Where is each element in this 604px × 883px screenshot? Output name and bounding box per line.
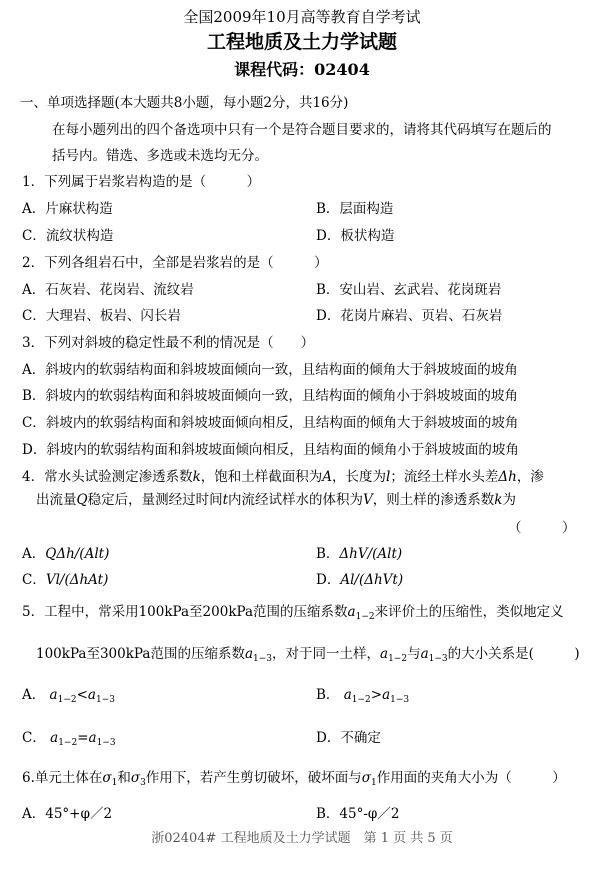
question-4-answer-bracket: （ ） <box>508 520 576 536</box>
q5-subscript: 1−3 <box>390 695 410 705</box>
q5-symbol: a <box>244 646 254 662</box>
q5-subscript: 1−2 <box>57 695 77 705</box>
option-label: A． <box>22 687 46 703</box>
question-3-option-a: A．斜坡内的软弱结构面和斜坡坡面倾向一致，且结构面的倾角大于斜坡坡面的坡角 <box>22 362 518 378</box>
q6-subscript: 1 <box>111 778 118 788</box>
option-label: B． <box>316 687 340 703</box>
question-6-option-b: B．45°-φ／2 <box>316 806 400 822</box>
question-5-stem-line-2 <box>36 645 580 668</box>
formula: Al/(ΔhVt) <box>340 572 404 588</box>
q5-subscript: 1−2 <box>58 738 78 748</box>
question-3-option-d: D．斜坡内的软弱结构面和斜坡坡面倾向相反，且结构面的倾角小于斜坡坡面的坡角 <box>22 442 519 458</box>
question-1-option-a: A．片麻状构造 <box>22 201 113 217</box>
q6-text: 作用面的夹角大小为（ ） <box>376 770 566 786</box>
q5-text: ，对于同一土样， <box>272 646 381 662</box>
q4-var-l: l <box>386 469 391 485</box>
q4-text: ，饱和土样截面积为 <box>200 469 323 485</box>
q5-symbol: a <box>88 730 97 746</box>
formula: ΔhV/(Alt) <box>339 546 403 562</box>
q5-text: 来评价土的压缩性，类似地定义 <box>374 604 564 620</box>
q5-symbol: a <box>343 687 352 703</box>
q4-var-t: t <box>222 492 229 508</box>
q6-subscript: 1 <box>371 778 377 788</box>
q6-symbol: σ <box>102 770 112 786</box>
q5-text: 5．工程中，常采用100kPa至200kPa范围的压缩系数 <box>22 604 348 620</box>
option-label: B． <box>316 546 340 562</box>
question-5-option-a <box>22 686 115 709</box>
option-label: C． <box>22 730 46 746</box>
option-label: C． <box>22 572 46 588</box>
q4-text: 稳定后，量测经过时间 <box>87 492 223 508</box>
q5-symbol: a <box>420 646 429 662</box>
q4-text: ；流经土样水头差 <box>390 469 499 485</box>
question-1-option-d: D．板状构造 <box>316 228 395 244</box>
question-3-stem: 3．下列对斜坡的稳定性最不利的情况是（ ） <box>22 335 315 351</box>
q6-symbol: σ <box>130 770 141 786</box>
q5-subscript: 1−2 <box>355 612 375 622</box>
q4-text: 内流经试样水的体积为 <box>228 492 364 508</box>
q5-text: 与 <box>407 646 421 662</box>
question-4-stem-line-2 <box>36 491 516 509</box>
question-2-option-d: D．花岗片麻岩、页岩、石灰岩 <box>316 308 503 324</box>
q5-subscript: 1−2 <box>351 695 371 705</box>
section-heading: 一、单项选择题(本大题共8小题，每小题2分，共16分) <box>20 95 349 111</box>
q5-symbol: a <box>49 687 58 703</box>
q5-subscript: 1−3 <box>96 738 116 748</box>
question-1-option-b: B．层面构造 <box>316 201 394 217</box>
question-4-stem-line-1 <box>22 468 544 486</box>
question-2-option-a: A．石灰岩、花岗岩、流纹岩 <box>22 282 194 298</box>
question-5-option-c <box>22 729 116 752</box>
q4-text: ，长度为 <box>332 469 387 485</box>
q5-text: 100kPa至300kPa范围的压缩系数 <box>36 646 245 662</box>
q6-symbol: σ <box>361 770 372 786</box>
q4-var-k: k <box>192 469 201 485</box>
q4-var-v: V <box>363 492 373 508</box>
q4-text: ，则土样的渗透系数 <box>372 492 495 508</box>
q4-var-k: k <box>494 492 503 508</box>
q4-text: 出流量 <box>36 492 77 508</box>
paper-title: 工程地质及土力学试题 <box>206 31 397 53</box>
instruction-line-1: 在每小题列出的四个备选项中只有一个是符合题目要求的，请将其代码填写在题后的 <box>52 122 552 138</box>
q5-subscript: 1−3 <box>253 654 273 664</box>
q5-subscript: 1−2 <box>388 654 408 664</box>
q6-text: 6.单元土体在 <box>22 770 103 786</box>
question-3-option-c: C．斜坡内的软弱结构面和斜坡坡面倾向相反，且结构面的倾角大于斜坡坡面的坡角 <box>22 415 519 431</box>
question-4-option-a <box>22 545 109 563</box>
less-than-sign: < <box>76 687 88 703</box>
question-5-option-b <box>316 686 409 709</box>
question-6-stem <box>22 769 566 792</box>
q5-subscript: 1−3 <box>428 654 448 664</box>
question-1-option-c: C．流纹状构造 <box>22 228 114 244</box>
q4-var-a: A <box>322 469 333 485</box>
course-code: 课程代码：02404 <box>234 60 370 79</box>
q5-subscript: 1−3 <box>95 695 115 705</box>
formula: QΔh/(Alt) <box>45 546 110 562</box>
page-footer: 浙02404# 工程地质及土力学试题 第 1 页 共 5 页 <box>151 831 453 846</box>
question-2-stem: 2．下列各组岩石中，全部是岩浆岩的是（ ） <box>22 255 328 271</box>
greater-than-sign: > <box>370 687 383 703</box>
exam-name: 全国2009年10月高等教育自学考试 <box>183 8 421 26</box>
q4-var-q: Q <box>76 492 88 508</box>
question-5-stem-line-1 <box>22 603 564 626</box>
question-5-option-d: D．不确定 <box>316 730 381 746</box>
question-4-option-c <box>22 571 108 589</box>
q5-text: 的大小关系是( ) <box>447 646 580 662</box>
question-4-option-b <box>316 545 402 563</box>
q4-text: 为 <box>502 492 516 508</box>
option-label: D． <box>316 572 341 588</box>
q5-symbol: a <box>382 687 391 703</box>
question-1-stem: 1．下列属于岩浆岩构造的是（ ） <box>22 174 261 190</box>
question-3-option-b: B．斜坡内的软弱结构面和斜坡坡面倾向一致，且结构面的倾角小于斜坡坡面的坡角 <box>22 388 518 404</box>
option-label: A． <box>22 546 46 562</box>
q5-symbol: a <box>50 730 59 746</box>
question-2-option-b: B．安山岩、玄武岩、花岗斑岩 <box>316 282 502 298</box>
q6-text: 作用下，若产生剪切破坏，破坏面与 <box>145 770 362 786</box>
instruction-line-2: 括号内。错选、多选或未选均无分。 <box>52 148 268 164</box>
q5-symbol: a <box>87 687 96 703</box>
q4-text: 4．常水头试验测定渗透系数 <box>22 469 193 485</box>
q6-text: 和 <box>117 770 131 786</box>
q6-subscript: 3 <box>140 778 146 788</box>
question-2-option-c: C．大理岩、板岩、闪长岩 <box>22 308 181 324</box>
q5-symbol: a <box>380 646 389 662</box>
question-4-option-d <box>316 571 403 589</box>
q4-text: ，渗 <box>516 469 544 485</box>
q4-var-dh: Δh <box>498 469 517 485</box>
formula: Vl/(ΔhAt) <box>45 572 109 588</box>
equals-sign: = <box>77 730 89 746</box>
q5-symbol: a <box>347 604 356 620</box>
question-6-option-a: A．45°+φ／2 <box>22 806 113 822</box>
